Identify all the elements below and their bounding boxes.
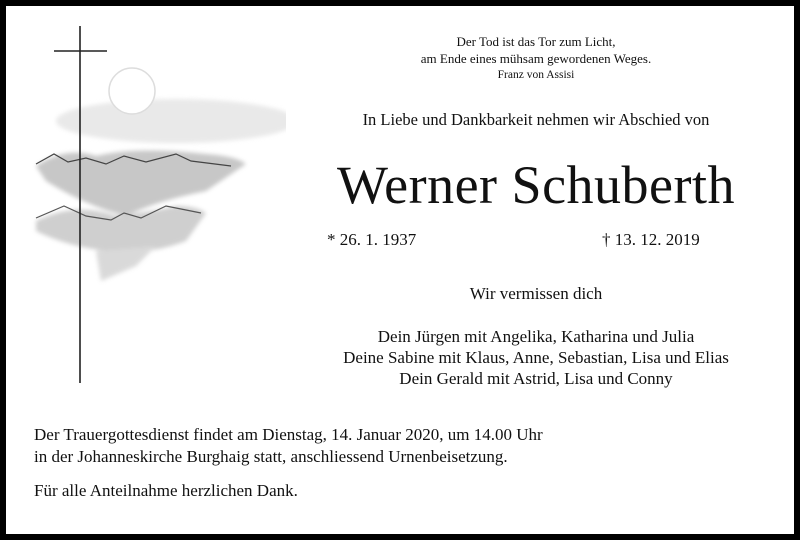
quote-line: am Ende eines mühsam gewordenen Weges. <box>420 51 652 66</box>
quote <box>296 33 776 84</box>
miss-text: Wir vermissen dich <box>469 284 603 303</box>
service-line: in der Johanneskirche Burghaig statt, anschliessend Urnenbeisetzung. <box>34 447 508 466</box>
death-date: † 13. 12. 2019 <box>602 230 700 249</box>
family-list <box>296 326 776 389</box>
service-info <box>34 424 543 468</box>
intro-text: In Liebe und Dankbarkeit nehmen wir Abschied von <box>362 110 710 129</box>
quote-author: Franz von Assisi <box>497 69 575 81</box>
thanks-text: Für alle Anteilnahme herzlichen Dank. <box>34 481 298 500</box>
birth-date: * 26. 1. 1937 <box>327 230 417 249</box>
sun-icon <box>109 68 155 114</box>
family-line: Dein Gerald mit Astrid, Lisa und Conny <box>399 369 673 388</box>
service-line: Der Trauergottesdienst findet am Dienstag, 14. Januar 2020, um 14.00 Uhr <box>34 425 543 444</box>
cross-landscape-illustration <box>6 6 286 426</box>
family-line: Deine Sabine mit Klaus, Anne, Sebastian, Lisa und Elias <box>343 348 729 367</box>
obituary-notice <box>6 6 794 534</box>
quote-line: Der Tod ist das Tor zum Licht, <box>456 34 616 49</box>
family-line: Dein Jürgen mit Angelika, Katharina und Julia <box>377 327 695 346</box>
deceased-name: Werner Schuberth <box>337 155 735 215</box>
